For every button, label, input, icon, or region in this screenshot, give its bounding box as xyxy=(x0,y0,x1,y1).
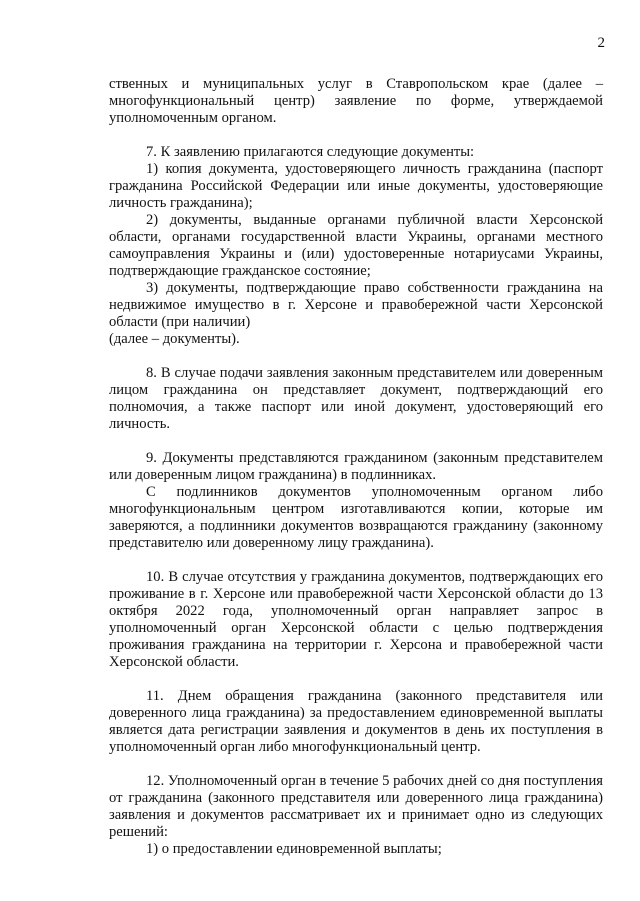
paragraph-12-item-1: 1) о предоставлении единовременной выплаты; xyxy=(146,841,442,857)
paragraph-7-heading: 7. К заявлению прилагаются следующие документы: xyxy=(146,144,475,160)
paragraph-7-item-2: 2) документы, выданные органами публичной власти Херсонской области, органами государственной власти Украины, органами местного самоуправления Украины и (или) удостоверенные нотариусами Украины, подтверждающие гражданское состояние; xyxy=(109,212,603,279)
paragraph-7-tail: (далее – документы). xyxy=(109,331,240,347)
page-number: 2 xyxy=(597,35,605,51)
document-body xyxy=(109,76,603,858)
paragraph-10: 10. В случае отсутствия у гражданина документов, подтверждающих его проживание в г. Херсоне или правобережной части Херсонской области до 13 октября 2022 года, уполномоченный орган направляет запрос в уполномоченный орган Херсонской области с целью подтверждения проживания гражданина на территории г. Херсона и правобережной части Херсонской области. xyxy=(109,569,603,670)
paragraph-gap xyxy=(109,127,603,144)
paragraph-continuation: ственных и муниципальных услуг в Ставропольском крае (далее – многофункциональный центр) заявление по форме, утверждаемой уполномоченным органом. xyxy=(109,76,603,126)
paragraph-7-item-1: 1) копия документа, удостоверяющего личность гражданина (паспорт гражданина Российской Федерации или иные документы, удостоверяющие личность гражданина); xyxy=(109,161,603,211)
paragraph-gap xyxy=(109,671,603,688)
paragraph-11: 11. Днем обращения гражданина (законного представителя или доверенного лица гражданина) за предоставлением единовременной выплаты является дата регистрации заявления и документов в день их поступления в уполномоченный орган либо многофункциональный центр. xyxy=(109,688,603,755)
paragraph-gap xyxy=(109,552,603,569)
paragraph-gap xyxy=(109,756,603,773)
paragraph-8: 8. В случае подачи заявления законным представителем или доверенным лицом гражданина он представляет документ, подтверждающий его полномочия, а также паспорт или иной документ, удостоверяющий его личность. xyxy=(109,365,603,432)
paragraph-12: 12. Уполномоченный орган в течение 5 рабочих дней со дня поступления от гражданина (законного представителя или доверенного лица гражданина) заявления и документов рассматривает их и принимает одно из следующих решений: xyxy=(109,773,603,840)
paragraph-7-item-3: 3) документы, подтверждающие право собственности гражданина на недвижимое имущество в г. Херсоне и правобережной части Херсонской области (при наличии) xyxy=(109,280,603,330)
paragraph-gap xyxy=(109,433,603,450)
paragraph-9: 9. Документы представляются гражданином (законным представителем или доверенным лицом гражданина) в подлинниках. xyxy=(109,450,603,483)
paragraph-9-copies: С подлинников документов уполномоченным органом либо многофункциональным центром изготавливаются копии, которые им заверяются, а подлинники документов возвращаются гражданину (законному представителю или доверенному лицу гражданина). xyxy=(109,484,603,551)
paragraph-gap xyxy=(109,348,603,365)
